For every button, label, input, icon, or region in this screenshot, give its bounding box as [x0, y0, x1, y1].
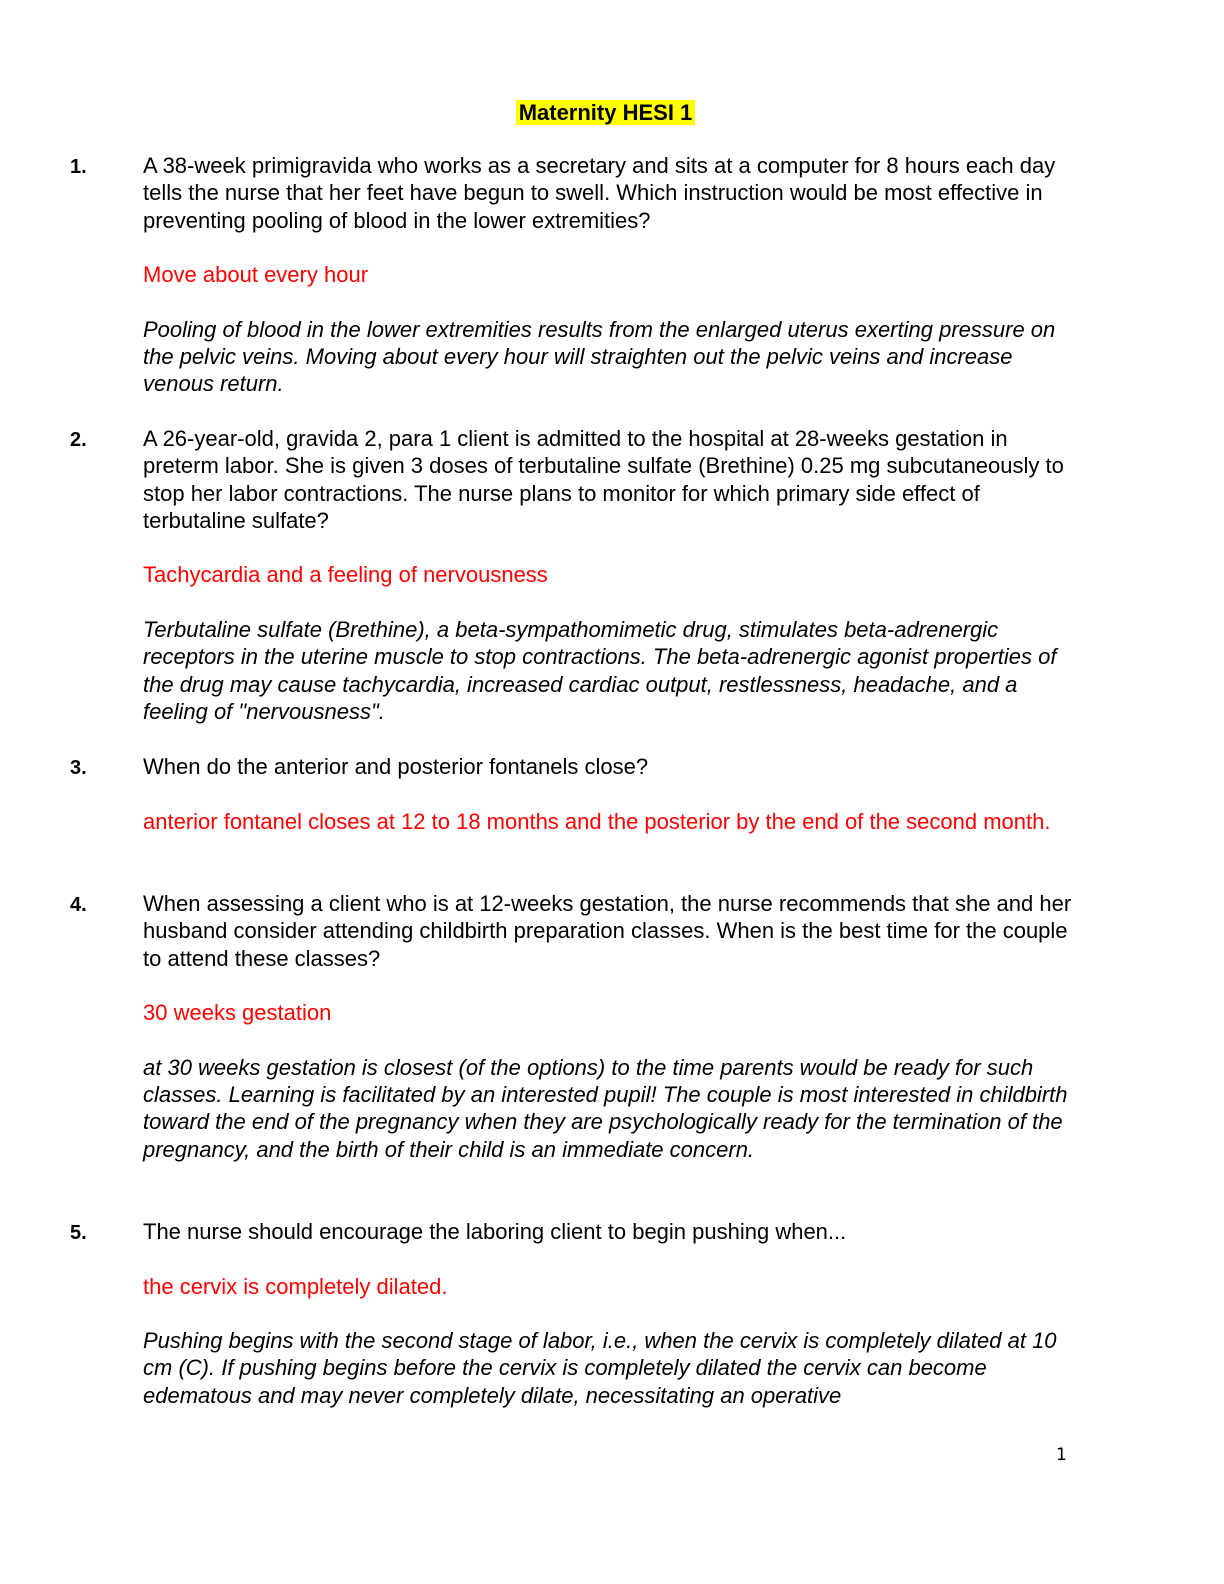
question-number: 2. — [70, 429, 87, 451]
answer-text: 30 weeks gestation — [143, 1000, 332, 1026]
question-text: The nurse should encourage the laboring client to begin pushing when... — [143, 1219, 847, 1244]
question-number: 4. — [70, 894, 87, 916]
question-body — [143, 1218, 1083, 1409]
question-body — [143, 425, 1083, 725]
page-number: 1 — [1056, 1445, 1067, 1465]
document-title — [0, 99, 1211, 126]
question-body — [143, 152, 1083, 398]
answer-text: Tachycardia and a feeling of nervousness — [143, 562, 548, 588]
question-number: 3. — [70, 757, 87, 779]
question-text: A 38-week primigravida who works as a secretary and sits at a computer for 8 hours each day tells the nurse that her feet have begun to swell. Which instruction would be most effective in preventing pooling of blood in the lower extremities? — [143, 153, 1056, 233]
question-number: 1. — [70, 156, 87, 178]
answer-text: the cervix is completely dilated. — [143, 1273, 448, 1299]
rationale-text: Terbutaline sulfate (Brethine), a beta-sympathomimetic drug, stimulates beta-adrenergic receptors in the uterine muscle to stop contractions. The beta-adrenergic agonist properties of the drug may cause tachycardia, increased cardiac output, restlessness, headache, and a feeling of "nervousness". — [143, 617, 1057, 724]
rationale-text: at 30 weeks gestation is closest (of the options) to the time parents would be ready for such classes. Learning is facilitated by an interested pupil! The couple is most interested in childbirth toward the end of the pregnancy when they are psychologically ready for the termination of the pregnancy, and the birth of their child is an immediate concern. — [143, 1054, 1068, 1162]
question-body — [143, 890, 1083, 1163]
question-text: When do the anterior and posterior fontanels close? — [143, 754, 649, 779]
answer-text: Move about every hour — [143, 262, 369, 288]
question-body — [143, 753, 1083, 835]
question-text: A 26-year-old, gravida 2, para 1 client is admitted to the hospital at 28-weeks gestation in preterm labor. She is given 3 doses of terbutaline sulfate (Brethine) 0.25 mg subcutaneously to stop her labor contractions. The nurse plans to monitor for which primary side effect of terbutaline sulfate? — [143, 426, 1064, 533]
rationale-text: Pushing begins with the second stage of labor, i.e., when the cervix is completely dilated at 10 cm (C). If pushing begins before the cervix is completely dilated the cervix can become edematous and may never completely dilate, necessitating an operative — [143, 1328, 1057, 1408]
rationale-text: Pooling of blood in the lower extremities results from the enlarged uterus exerting pressure on the pelvic veins. Moving about every hour will straighten out the pelvic veins and increase venous return. — [143, 316, 1056, 397]
answer-text: anterior fontanel closes at 12 to 18 months and the posterior by the end of the second month. — [143, 808, 1051, 834]
document-title-text: Maternity HESI 1 — [516, 100, 696, 125]
question-number: 5. — [70, 1222, 87, 1244]
question-text: When assessing a client who is at 12-weeks gestation, the nurse recommends that she and her husband consider attending childbirth preparation classes. When is the best time for the couple to attend these classes? — [143, 891, 1072, 971]
